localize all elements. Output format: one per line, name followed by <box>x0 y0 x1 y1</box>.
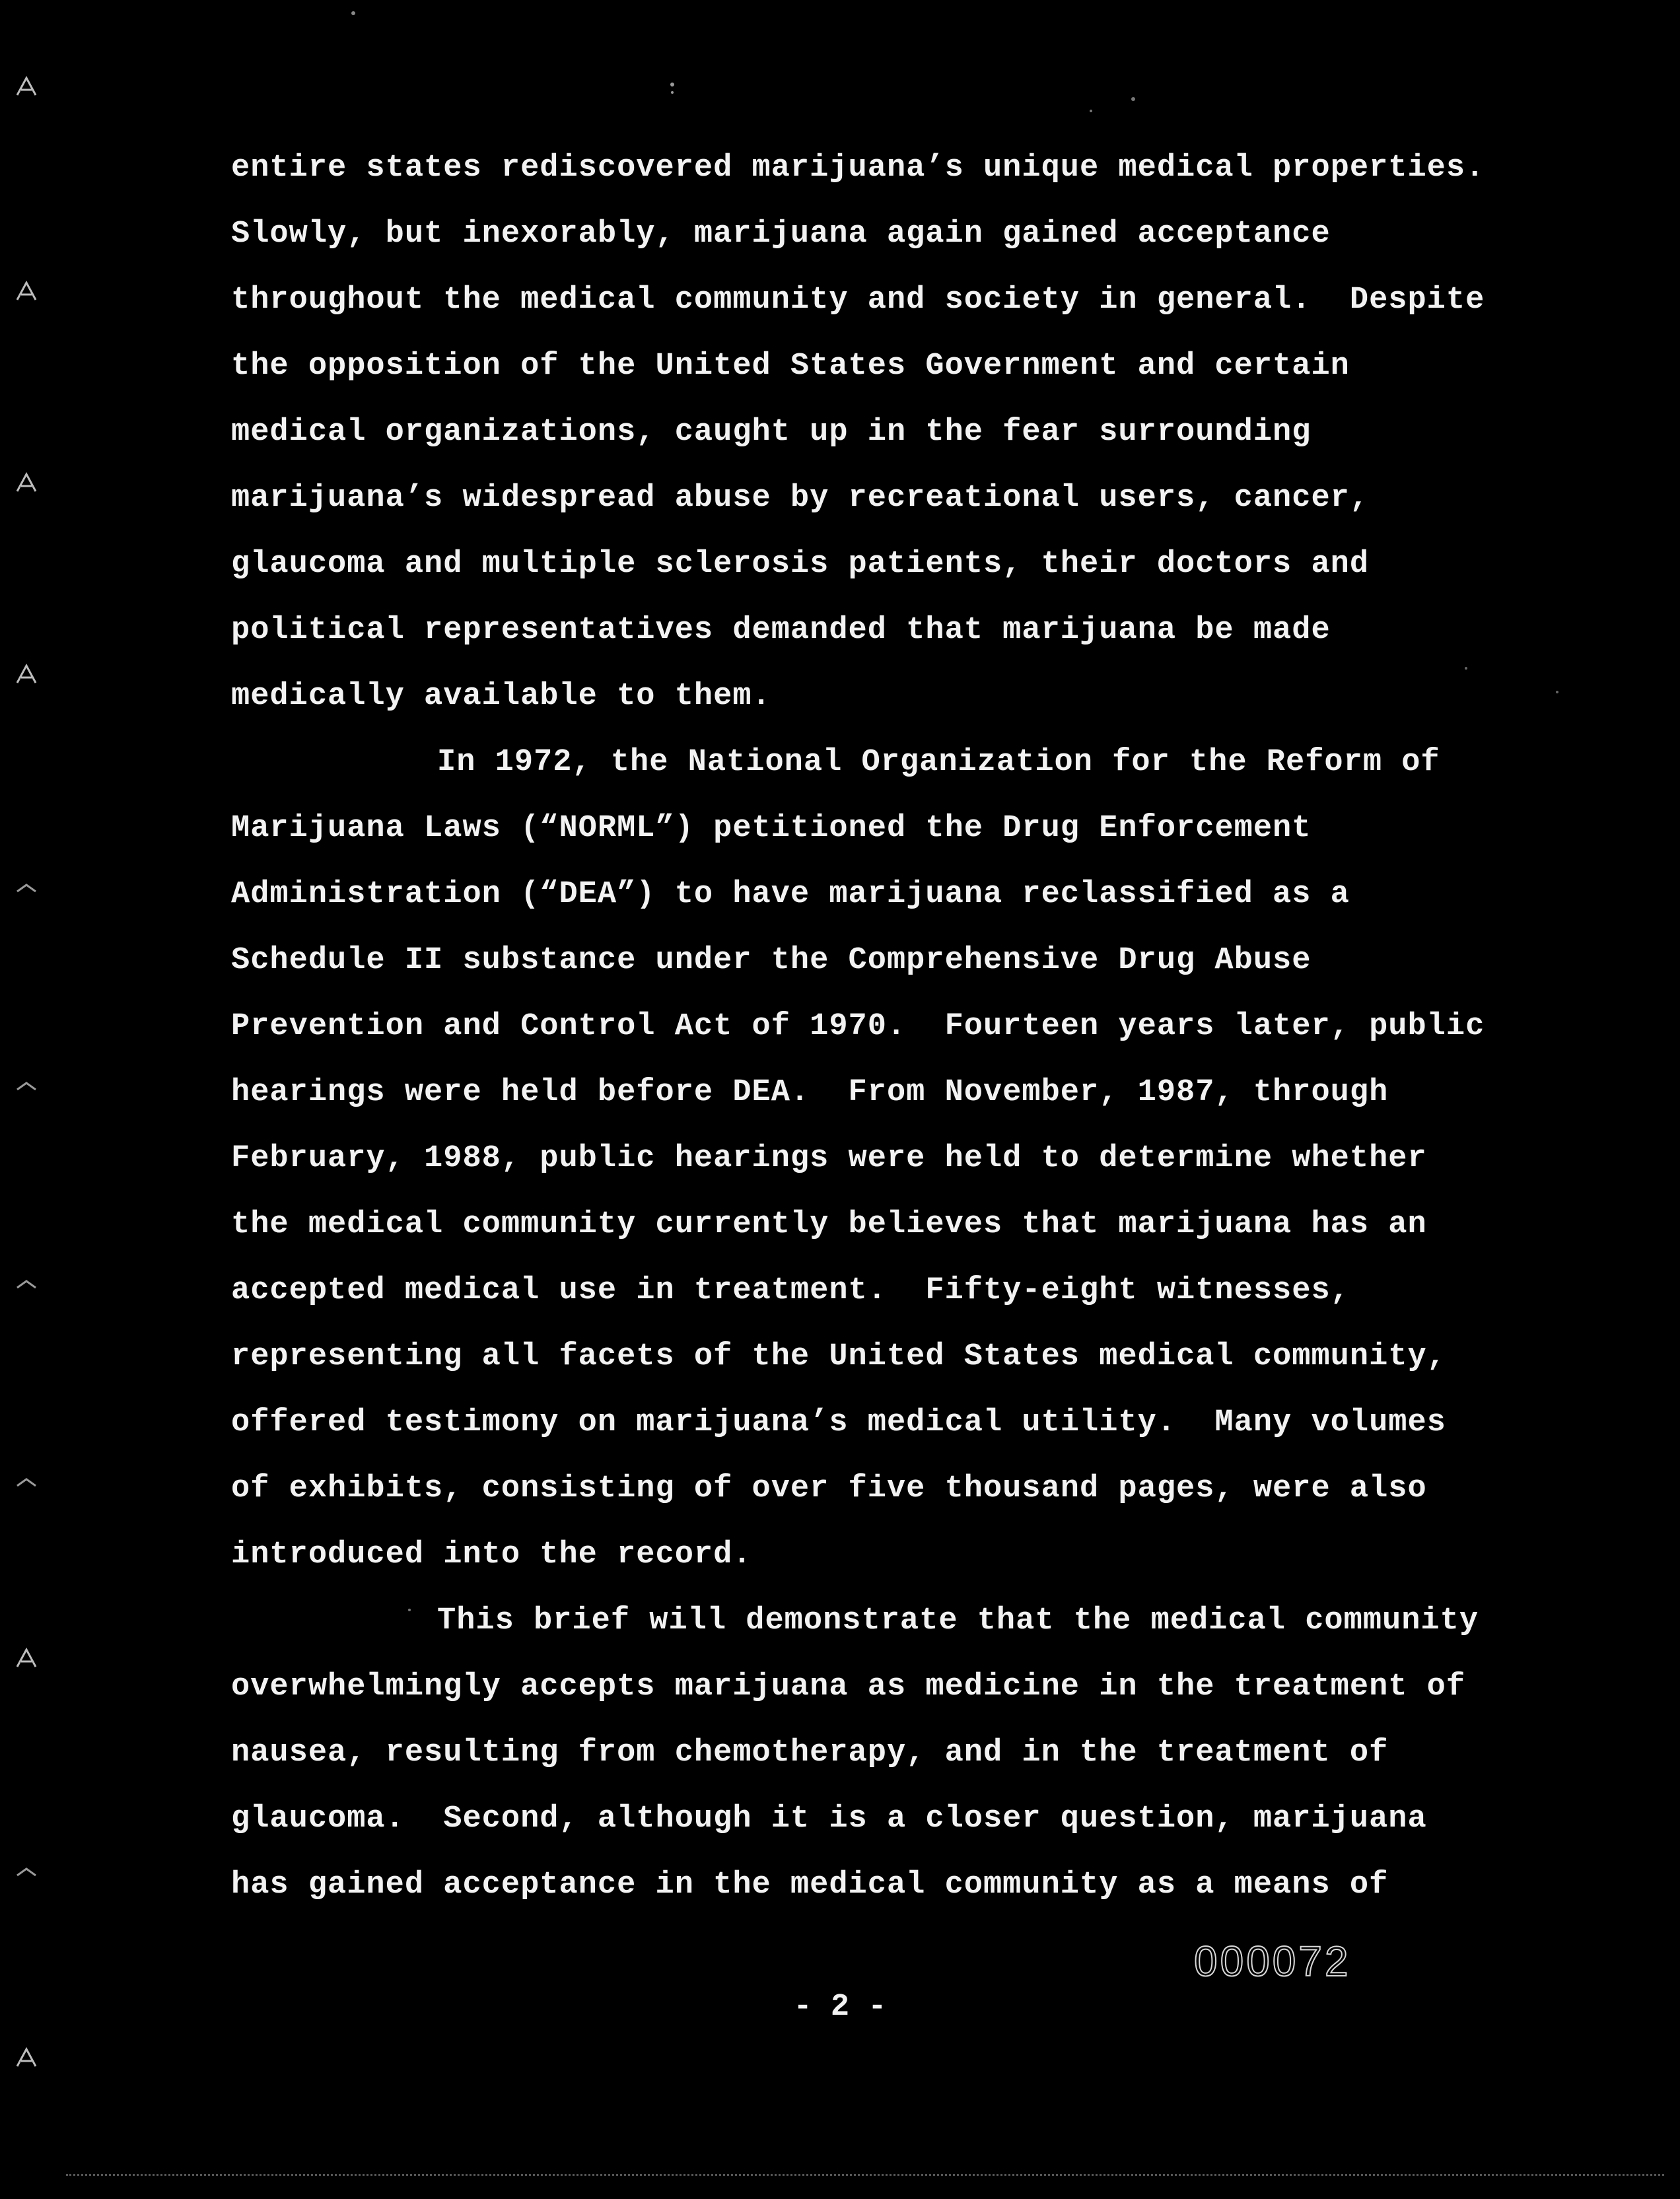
text-line: Slowly, but inexorably, marijuana again gained acceptance <box>231 217 1331 252</box>
margin-mark <box>13 872 40 898</box>
margin-mark <box>13 2044 40 2070</box>
text-line: entire states rediscovered marijuana’s unique medical properties. <box>231 151 1485 186</box>
document-body <box>231 135 1592 1918</box>
text-line: throughout the medical community and society in general. Despite <box>231 283 1485 318</box>
text-line: has gained acceptance in the medical community as a means of <box>231 1867 1389 1902</box>
margin-mark <box>13 469 40 495</box>
text-line: political representatives demanded that marijuana be made <box>231 613 1331 648</box>
text-line: Administration (“DEA”) to have marijuana reclassified as a <box>231 877 1350 912</box>
text-line: nausea, resulting from chemotherapy, and in the treatment of <box>231 1735 1389 1770</box>
text-line: the opposition of the United States Government and certain <box>231 349 1350 384</box>
text-line: of exhibits, consisting of over five thousand pages, were also <box>231 1471 1427 1506</box>
text-line: Marijuana Laws (“NORML”) petitioned the Drug Enforcement <box>231 811 1312 846</box>
bates-number: 000072 <box>1194 1937 1351 1985</box>
text-line: Prevention and Control Act of 1970. Fourteen years later, public <box>231 1009 1485 1044</box>
text-line: February, 1988, public hearings were held to determine whether <box>231 1141 1427 1176</box>
text-line: In 1972, the National Organization for the Reform of <box>437 745 1440 780</box>
text-line: representing all facets of the United States medical community, <box>231 1339 1446 1374</box>
scan-edge-rule <box>66 2174 1664 2176</box>
text-line: medically available to them. <box>231 679 771 714</box>
text-line: glaucoma. Second, although it is a closer question, marijuana <box>231 1801 1427 1836</box>
text-line: the medical community currently believes that marijuana has an <box>231 1207 1427 1242</box>
margin-mark <box>13 277 40 304</box>
text-line: offered testimony on marijuana’s medical utility. Many volumes <box>231 1405 1446 1440</box>
text-line: introduced into the record. <box>231 1537 752 1572</box>
margin-mark <box>13 1070 40 1096</box>
page-number: - 2 - <box>793 1990 887 2025</box>
margin-mark <box>13 1856 40 1882</box>
margin-mark <box>13 660 40 687</box>
margin-mark <box>13 1268 40 1294</box>
margin-mark <box>13 1466 40 1492</box>
margin-mark <box>13 1644 40 1671</box>
text-line: This brief will demonstrate that the medical community <box>437 1603 1479 1638</box>
text-line: marijuana’s widespread abuse by recreational users, cancer, <box>231 481 1370 516</box>
text-line: hearings were held before DEA. From November, 1987, through <box>231 1075 1389 1110</box>
text-line: glaucoma and multiple sclerosis patients, their doctors and <box>231 547 1370 582</box>
text-line: accepted medical use in treatment. Fifty-eight witnesses, <box>231 1273 1350 1308</box>
text-line: medical organizations, caught up in the fear surrounding <box>231 415 1312 450</box>
text-line: overwhelmingly accepts marijuana as medicine in the treatment of <box>231 1669 1466 1704</box>
text-line: Schedule II substance under the Comprehensive Drug Abuse <box>231 943 1312 978</box>
scan-margin-marks <box>13 0 46 2199</box>
margin-mark <box>13 73 40 99</box>
